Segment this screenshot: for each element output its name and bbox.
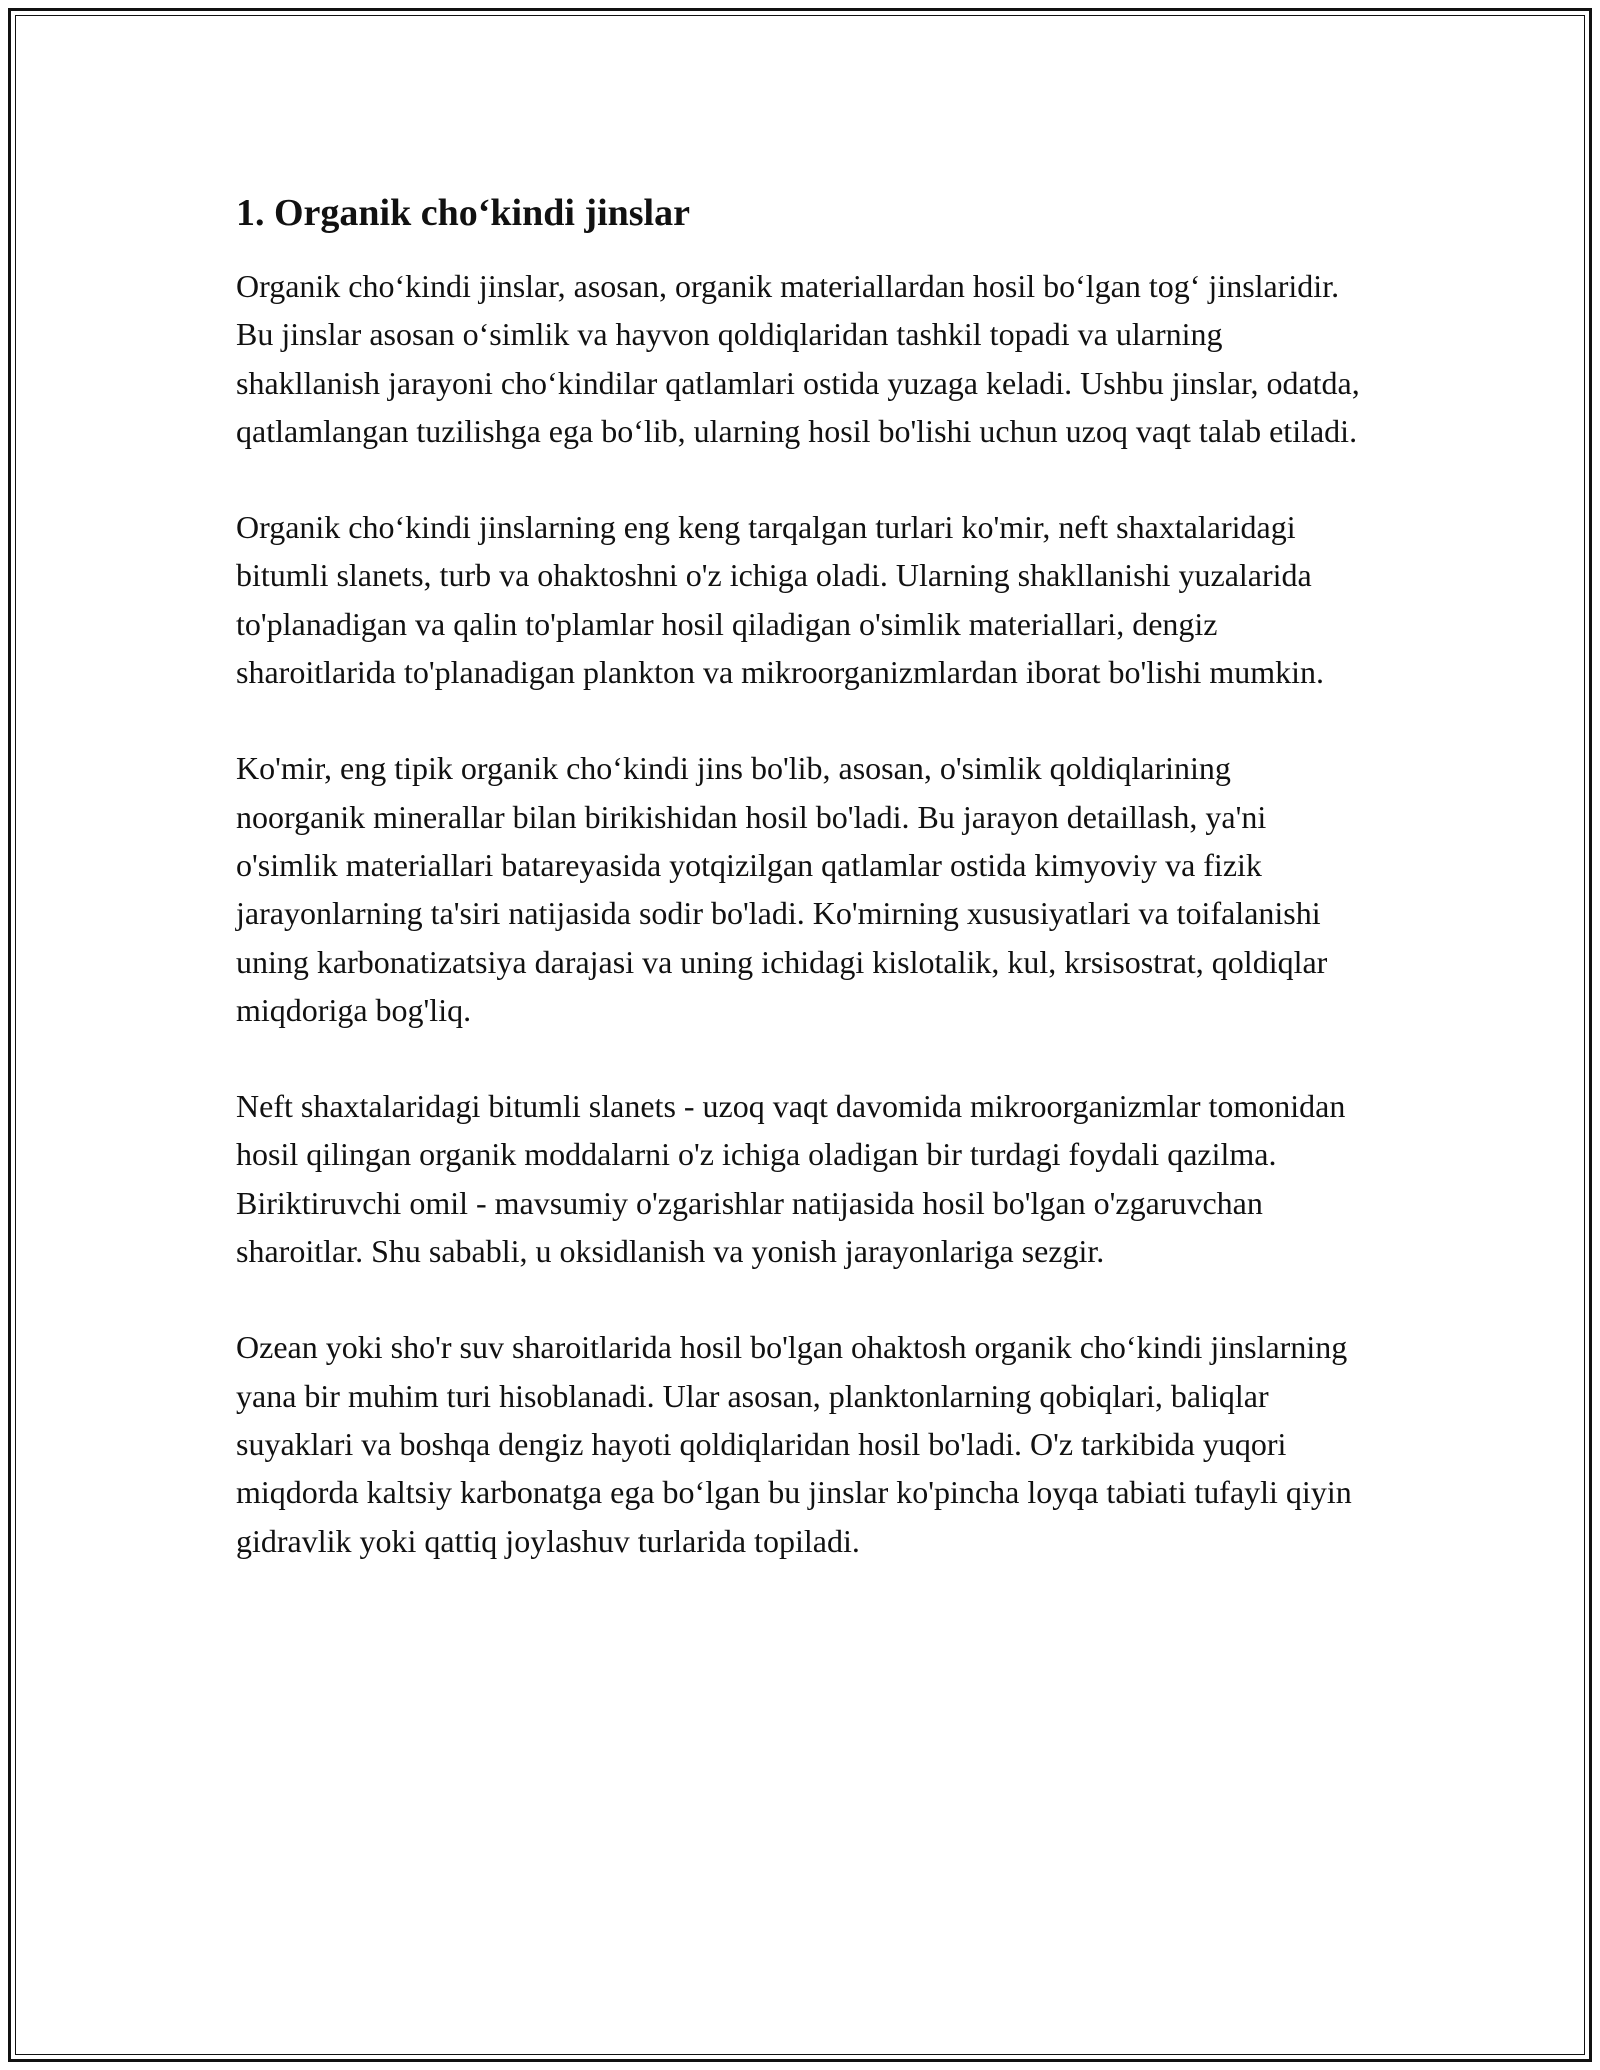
paragraph-4: Neft shaxtalaridagi bitumli slanets - uzoq vaqt davomida mikroorganizmlar tomonidan hosil qilingan organik moddalarni o'z ichiga oladigan bir turdagi foydali qazilma. Biriktiruvchi omil - mavsumiy o'zgarishlar natijasida hosil bo'lgan o'zgaruvchan sharoitlar. Shu sababli, u oksidlanish va yonish jarayonlariga sezgir. (236, 1088, 1346, 1270)
section-heading: 1. Organik cho‘kindi jinslar (236, 192, 690, 234)
paragraph-3: Ko'mir, eng tipik organik cho‘kindi jins bo'lib, asosan, o'simlik qoldiqlarining noorganik minerallar bilan birikishidan hosil bo'ladi. Bu jarayon detaillash, ya'ni o'simlik materiallari batareyasida yotqizilgan qatlamlar ostida kimyoviy va fizik jarayonlarning ta'siri natijasida sodir bo'ladi. Ko'mirning xususiyatlari va toifalanishi uning karbonatizatsiya darajasi va uning ichidagi kislotalik, kul, krsisostrat, qoldiqlar miqdoriga bog'liq. (236, 750, 1328, 1028)
paragraph-5: Ozean yoki sho'r suv sharoitlarida hosil bo'lgan ohaktosh organik cho‘kindi jinslarning yana bir muhim turi hisoblanadi. Ular asosan, planktonlarning qobiqlari, baliqlar suyaklari va boshqa dengiz hayoti qoldiqlaridan hosil bo'ladi. O'z tarkibida yuqori miqdorda kaltsiy karbonatga ega bo‘lgan bu jinslar ko'pincha loyqa tabiati tufayli qiyin gidravlik yoki qattiq joylashuv turlarida topiladi. (236, 1329, 1352, 1559)
paragraph-2: Organik cho‘kindi jinslarning eng keng tarqalgan turlari ko'mir, neft shaxtalaridagi bitumli slanets, turb va ohaktoshni o'z ichiga oladi. Ularning shakllanishi yuzalarida to'planadigan va qalin to'plamlar hosil qiladigan o'simlik materiallari, dengiz sharoitlarida to'planadigan plankton va mikroorganizmlardan iborat bo'lishi mumkin. (236, 509, 1325, 691)
document-body (236, 190, 1366, 1613)
paragraph-1: Organik cho‘kindi jinslar, asosan, organik materiallardan hosil bo‘lgan tog‘ jinslaridir. Bu jinslar asosan o‘simlik va hayvon qoldiqlaridan tashkil topadi va ularning shakllanish jarayoni cho‘kindilar qatlamlari ostida yuzaga keladi. Ushbu jinslar, odatda, qatlamlangan tuzilishga ega bo‘lib, ularning hosil bo'lishi uchun uzoq vaqt talab etiladi. (236, 268, 1360, 449)
